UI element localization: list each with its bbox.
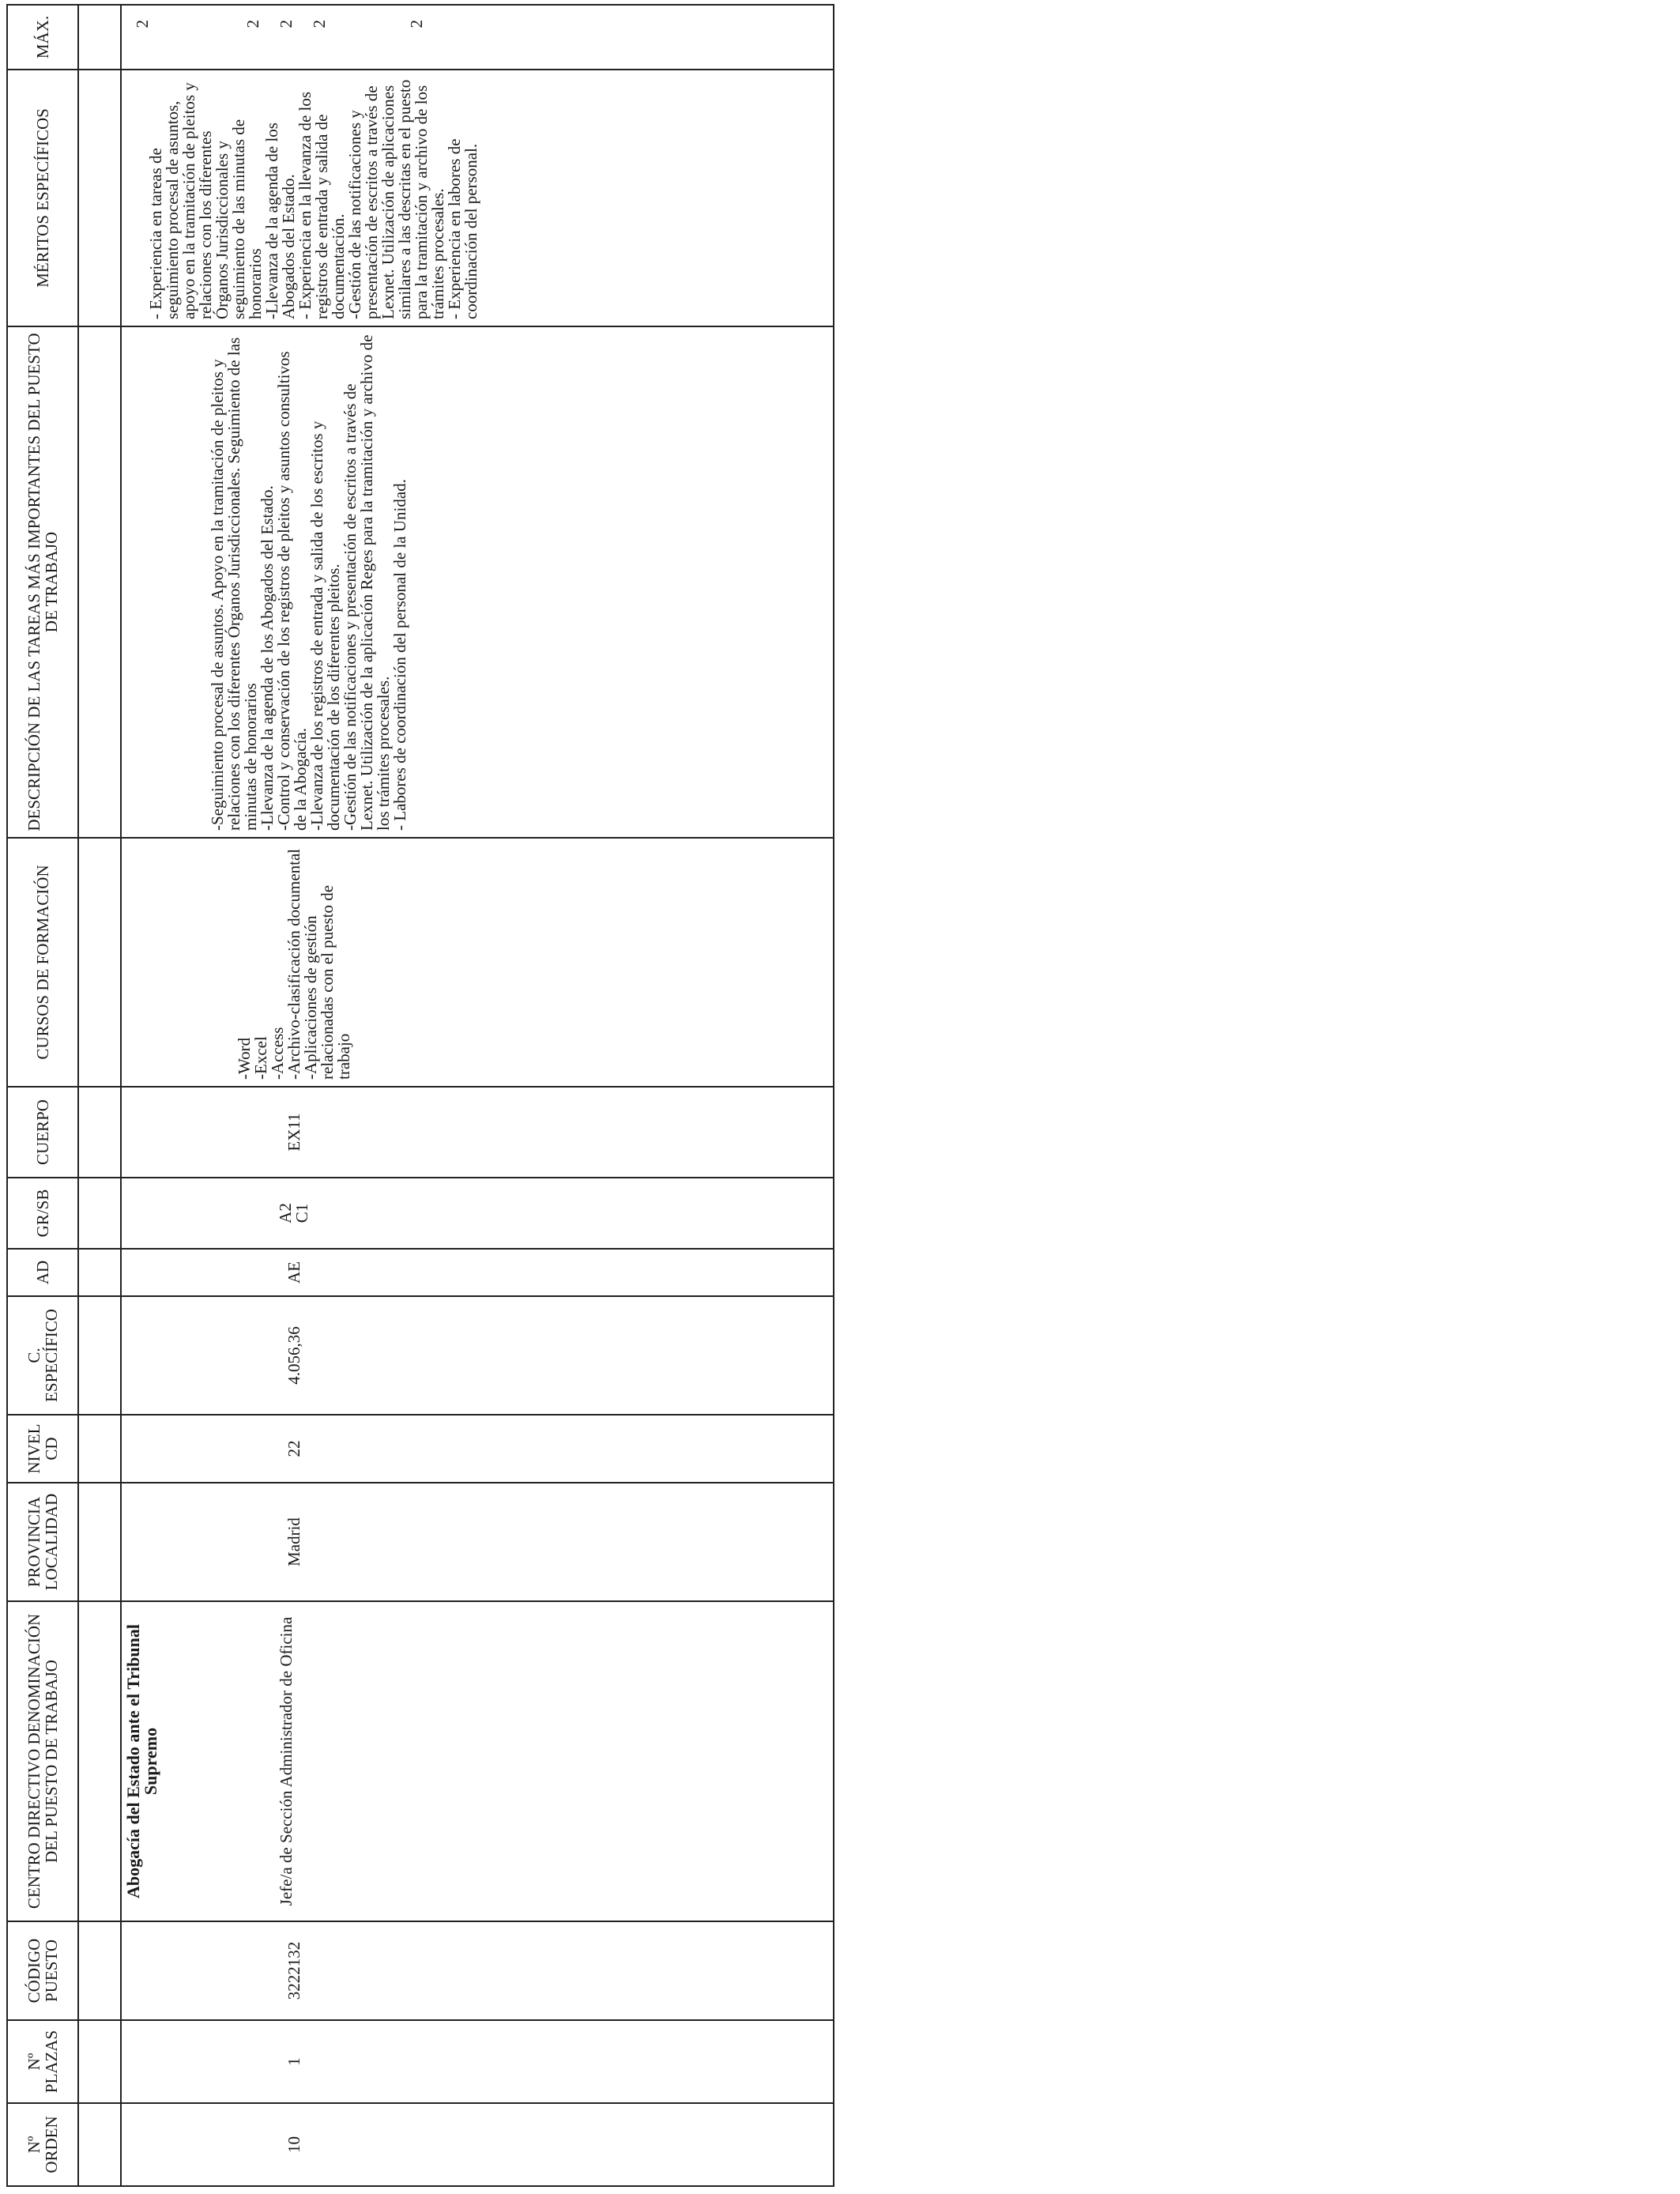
header-cuerpo: CUERPO bbox=[7, 1087, 78, 1178]
header-meritos: MÉRITOS ESPECÍFICOS bbox=[7, 70, 78, 326]
header-plazas: Nº PLAZAS bbox=[7, 2020, 78, 2103]
header-orden: Nº ORDEN bbox=[7, 2103, 78, 2186]
header-row bbox=[7, 5, 78, 2186]
header-grsb: GR/SB bbox=[7, 1178, 78, 1249]
ad-value: AE bbox=[284, 1261, 303, 1284]
puesto-denominacion: Jefe/a de Sección Administrador de Oficina bbox=[277, 1616, 296, 1906]
header-nivel: NIVEL CD bbox=[7, 1415, 78, 1483]
max-value: 2 bbox=[133, 20, 152, 28]
cuerpo-value: EX11 bbox=[284, 1113, 303, 1152]
cell-orden bbox=[121, 2103, 834, 2186]
cell-plazas bbox=[121, 2020, 834, 2103]
plazas-value: 1 bbox=[284, 2057, 303, 2066]
header-cursos: CURSOS DE FORMACIÓN bbox=[7, 838, 78, 1087]
cell-ad bbox=[121, 1249, 834, 1296]
cell-descripcion bbox=[121, 326, 834, 838]
centro-directivo: Abogacía del Estado ante el Tribunal Supremo bbox=[123, 1624, 160, 1898]
max-value: 2 bbox=[277, 20, 296, 28]
header-especifico: C. ESPECÍFICO bbox=[7, 1296, 78, 1415]
descripcion-text: -Seguimiento procesal de asuntos. Apoyo en la tramitación de pleitos y relaciones con los diferentes Órganos Jurisdiccionales. Seguimiento de las minutas de honorarios -Llevanza de la agenda de los Abogados del Estado. -Control y conservación de los registros de pleitos y asuntos consultivos de la Abogacía. -Llevanza de los registros de entrada y salida de los escritos y documentación de los diferentes pleitos. -Gestión de las notificaciones y presentación de escritos a través de Lexnet. Utilización de la aplicación Reges para la tramitación y archivo de los trámites procesales. - Labores de coordinación del personal de la Unidad. bbox=[208, 334, 409, 831]
especifico-value: 4.056,36 bbox=[284, 1326, 303, 1385]
max-value: 2 bbox=[407, 20, 426, 28]
header-descripcion: DESCRIPCIÓN DE LAS TAREAS MÁS IMPORTANTES DEL PUESTO DE TRABAJO bbox=[7, 326, 78, 838]
header-max: MÁX. bbox=[7, 5, 78, 70]
table-row bbox=[121, 5, 834, 2186]
header-centro: CENTRO DIRECTIVO DENOMINACIÓN DEL PUESTO DE TRABAJO bbox=[7, 1601, 78, 1921]
header-codigo: CÓDIGO PUESTO bbox=[7, 1921, 78, 2020]
cell-max bbox=[121, 5, 834, 70]
cell-codigo bbox=[121, 1921, 834, 2020]
max-value: 2 bbox=[243, 20, 262, 28]
header-provincia: PROVINCIA LOCALIDAD bbox=[7, 1483, 78, 1601]
cell-nivel bbox=[121, 1415, 834, 1483]
cell-meritos bbox=[121, 70, 834, 326]
meritos-text: - Experiencia en tareas de seguimiento procesal de asuntos, apoyo en la tramitación de pleitos y relaciones con los diferentes Órganos Jurisdiccionales y seguimiento de las minutas de honorarios -Llevanza de la agenda de los Abogados del Estado. - Experiencia en la llevanza de los registros de entrada y salida de documentación. -Gestión de las notificaciones y presentación de escritos a través de Lexnet. Utilización de aplicaciones similares a las descritas en el puesto para la tramitación y archivo de los trámites procesales. - Experiencia en labores de coordinación del personal. bbox=[146, 79, 480, 319]
localidad-value: Madrid bbox=[284, 1517, 303, 1566]
gr-value: A2 bbox=[276, 1203, 295, 1223]
sb-value: C1 bbox=[292, 1203, 311, 1223]
blank-row bbox=[78, 5, 121, 2186]
cell-cuerpo bbox=[121, 1087, 834, 1178]
nivel-value: 22 bbox=[284, 1440, 303, 1457]
orden-value: 10 bbox=[284, 2136, 303, 2153]
cursos-list: -Word -Excel -Access -Archivo-clasificación documental -Aplicaciones de gestión relacionadas con el puesto de trabajo bbox=[235, 848, 353, 1080]
cell-centro bbox=[121, 1601, 834, 1921]
codigo-value: 3222132 bbox=[284, 1941, 303, 2000]
max-value: 2 bbox=[310, 20, 329, 28]
cell-provincia bbox=[121, 1483, 834, 1601]
header-ad: AD bbox=[7, 1249, 78, 1296]
rotated-page bbox=[6, 6, 831, 2187]
cell-grsb bbox=[121, 1178, 834, 1249]
puestos-table bbox=[6, 4, 834, 2187]
cell-especifico bbox=[121, 1296, 834, 1415]
cell-cursos bbox=[121, 838, 834, 1087]
